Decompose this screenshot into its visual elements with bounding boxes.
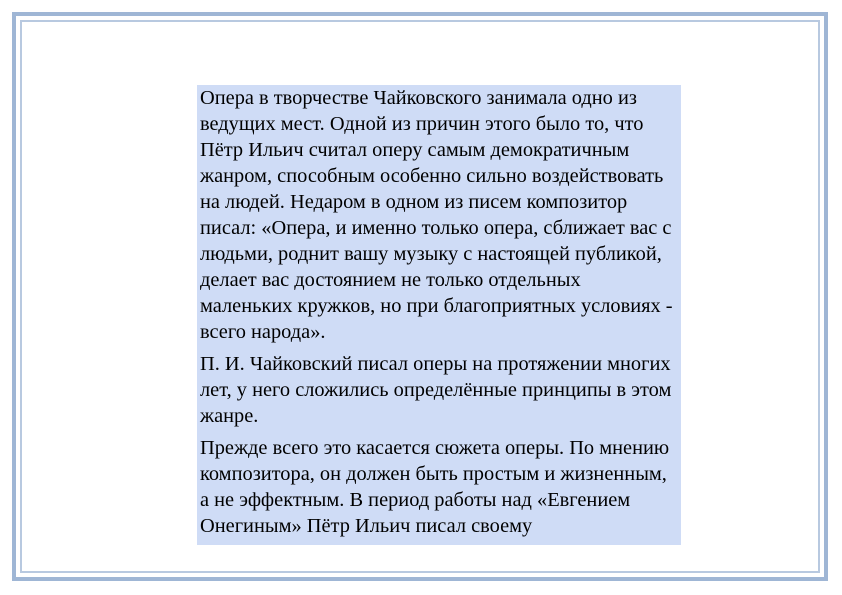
- paragraph-1: Опера в творчестве Чайковского занимала одно из ведущих мест. Одной из причин этого было то, что Пётр Ильич считал оперу самым демократичным жанром, способным особенно сильно воздействовать на людей. Недаром в одном из писем композитор писал: «Опера, и именно только опера, сближает вас с людьми, роднит вашу музыку с настоящей публикой, делает вас достоянием не только отдельных маленьких кружков, но при благоприятных условиях - всего народа».: [200, 87, 673, 343]
- paragraph-2: П. И. Чайковский писал оперы на протяжении многих лет, у него сложились определённые принципы в этом жанре.: [200, 353, 672, 427]
- text-box: [197, 85, 681, 545]
- paragraph-3: Прежде всего это касается сюжета оперы. По мнению композитора, он должен быть простым и жизненным, а не эффектным. В период работы над «Евгением Онегиным» Пётр Ильич писал своему: [200, 437, 670, 537]
